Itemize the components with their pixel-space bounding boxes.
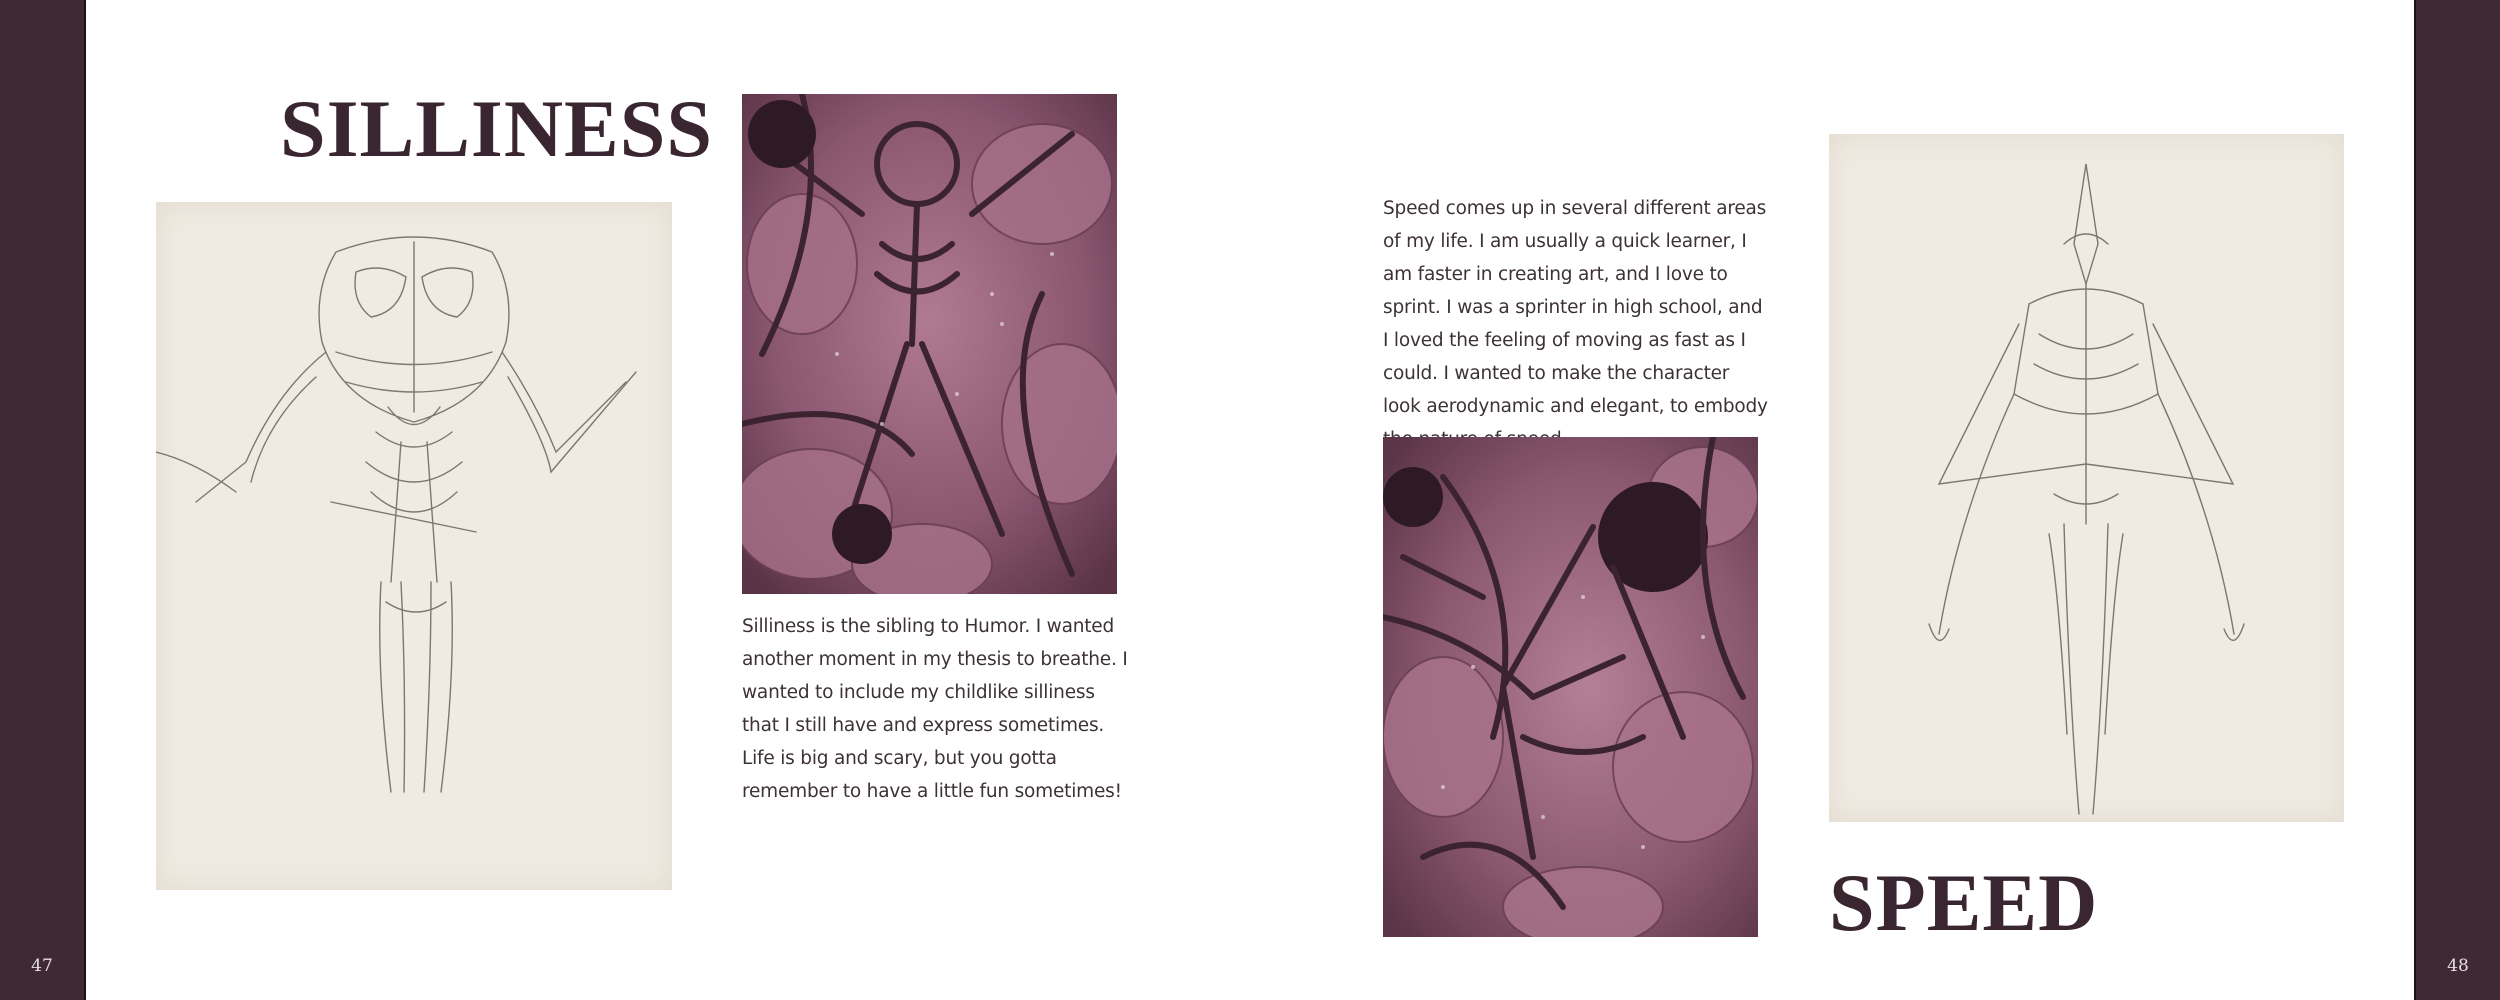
speed-title: SPEED: [1829, 857, 2099, 948]
left-margin-bar: [0, 0, 86, 1000]
silliness-painting: [742, 94, 1117, 594]
speed-painting: [1383, 437, 1758, 937]
silliness-body-text: Silliness is the sibling to Humor. I wanted another moment in my thesis to breathe. I wanted to include my childlike silliness that I still have and express sometimes. Life is big and scary, but you gotta remember to have a little fun sometimes!: [742, 616, 1128, 802]
page-number-right: 48: [2447, 956, 2469, 976]
speed-pencil-sketch: [1829, 134, 2344, 822]
right-margin-bar: [2414, 0, 2500, 1000]
page-number-left: 47: [31, 956, 53, 976]
speed-body-text: Speed comes up in several different areas of my life. I am usually a quick learner, I am faster in creating art, and I love to sprint. I was a sprinter in high school, and I loved the feeling of moving as fast as I could. I wanted to make the character look aerodynamic and elegant, to embody: [1383, 198, 1768, 417]
silliness-pencil-sketch: [156, 202, 672, 890]
silliness-title: SILLINESS: [280, 83, 713, 174]
